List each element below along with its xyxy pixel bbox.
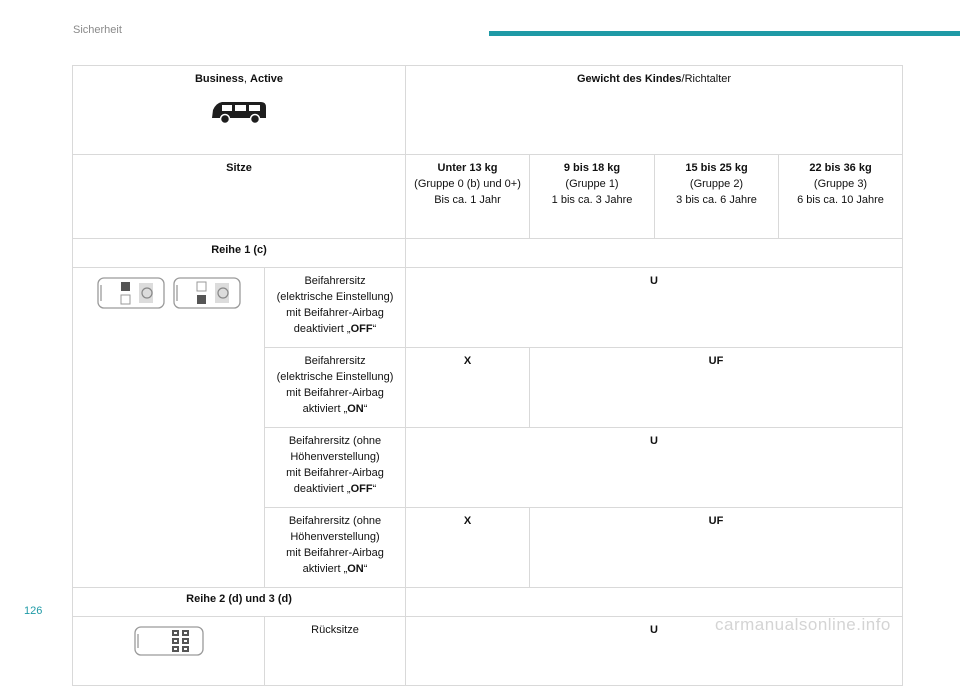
group-0-cell: Unter 13 kg (Gruppe 0 (b) und 0+) Bis ca. 1 Jahr	[406, 155, 530, 239]
front-seat-diagrams-icon	[97, 276, 241, 312]
group-2-cell: 15 bis 25 kg (Gruppe 2) 3 bis ca. 6 Jahre	[655, 155, 779, 239]
seats-label: Sitze	[73, 155, 406, 239]
front-seat-option-2-value-groups-1-3: UF	[530, 348, 903, 428]
rear-seat-diagram-cell	[73, 617, 265, 686]
front-seat-diagram-cell	[73, 268, 265, 588]
front-seat-option-1: Beifahrersitz (elektrische Einstellung) mit Beifahrer-Airbag deaktiviert „OFF“	[265, 268, 406, 348]
version-header-cell	[73, 66, 406, 155]
version-label: Business, Active	[194, 73, 284, 85]
rear-seats-diagram-icon	[134, 625, 204, 657]
van-icon	[209, 97, 269, 127]
front-seat-option-3-value: U	[406, 428, 903, 508]
rear-seat-value: U	[406, 617, 903, 686]
front-seat-option-2-value-group-0: X	[406, 348, 530, 428]
row-1-label: Reihe 1 (c)	[73, 239, 406, 268]
header-accent-bar	[489, 31, 960, 36]
front-seat-option-4-value-groups-1-3: UF	[530, 508, 903, 588]
watermark: carmanualsonline.info	[715, 615, 891, 634]
page-number: 126	[24, 605, 43, 617]
row-2-3-label: Reihe 2 (d) und 3 (d)	[73, 588, 406, 617]
front-seat-option-4-value-group-0: X	[406, 508, 530, 588]
rear-seat-label: Rücksitze	[265, 617, 406, 686]
front-seat-option-3: Beifahrersitz (ohne Höhenverstellung) mit Beifahrer-Airbag deaktiviert „OFF“	[265, 428, 406, 508]
section-title: Sicherheit	[73, 24, 122, 36]
front-seat-option-4: Beifahrersitz (ohne Höhenverstellung) mit Beifahrer-Airbag aktiviert „ON“	[265, 508, 406, 588]
group-1-cell: 9 bis 18 kg (Gruppe 1) 1 bis ca. 3 Jahre	[530, 155, 655, 239]
group-3-cell: 22 bis 36 kg (Gruppe 3) 6 bis ca. 10 Jahre	[779, 155, 903, 239]
front-seat-option-1-value: U	[406, 268, 903, 348]
child-seat-table	[72, 65, 903, 686]
front-seat-option-2: Beifahrersitz (elektrische Einstellung) mit Beifahrer-Airbag aktiviert „ON“	[265, 348, 406, 428]
weight-header-cell: Gewicht des Kindes/Richtalter	[406, 66, 903, 155]
